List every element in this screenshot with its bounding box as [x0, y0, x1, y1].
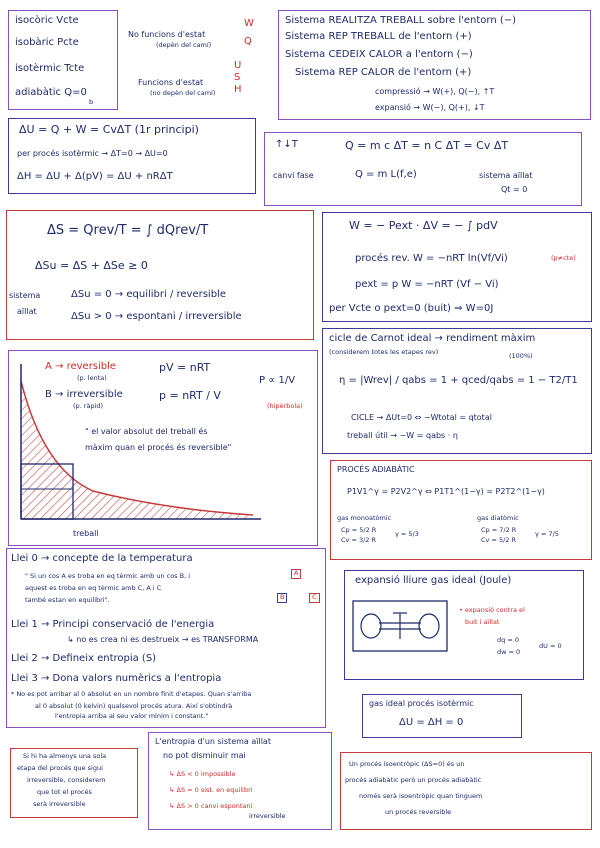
adiabatic-process-box	[330, 460, 592, 560]
spontaneous-condition: ΔSu > 0 → espontani / irreversible	[71, 311, 242, 322]
zeroth-law-quote-1: " Si un cos A es troba en eq tèrmic amb un cos B, i	[25, 572, 191, 580]
constant-pressure-work: pext = p W = −nRT (Vf − Vi)	[355, 279, 499, 290]
adiabatic-equation: P1V1^γ = P2V2^γ ⇔ P1T1^(1−γ) = P2T2^(1−γ)	[347, 487, 545, 496]
isobaric-text: isobàric Pcte	[15, 37, 79, 48]
third-law-note-3: l'entropia arriba al seu valor mínim i constant."	[55, 712, 209, 720]
entropy-integral: ΔS = Qrev/T = ∫ dQrev/T	[47, 223, 209, 238]
phase-change-label: canvi fase	[273, 171, 314, 180]
adiabatic-text: adiabàtic Q=0	[15, 87, 87, 98]
non-state-function-text: No funcions d'estat	[128, 30, 206, 39]
irreversible-note-4: que tot el procés	[37, 788, 92, 796]
system-receives-heat-text: Sistema REP CALOR de l'entorn (+)	[295, 67, 472, 78]
isentropic-note-3: només serà isoentròpic quan tinguem	[359, 792, 483, 800]
isothermal-text: isotèrmic Tcte	[15, 63, 85, 74]
irreversible-label: B → irreversible	[45, 389, 123, 400]
isentropic-note-1: Un procés isoentròpic (ΔS=0) és un	[349, 760, 465, 768]
system-releases-heat-text: Sistema CEDEIX CALOR a l'entorn (−)	[285, 49, 473, 60]
diatomic-cp: Cp = 7/2 R	[481, 526, 517, 534]
joule-expansion-box	[344, 570, 584, 680]
fast-process-note: (p. ràpid)	[73, 402, 104, 410]
third-law: Llei 3 → Dona valors numèrics a l'entropia	[11, 673, 222, 684]
work-equation-box	[322, 212, 592, 322]
carnot-cycle-box	[322, 328, 592, 454]
state-functions-note	[124, 12, 264, 108]
isentropic-note-box	[340, 752, 592, 830]
third-law-note-1: * No es pot arribar al 0 absolut en un nombre finit d'etapes. Quan s'arriba	[11, 690, 252, 698]
carnot-assumption: (considerem totes les etapes rev)	[329, 348, 439, 356]
reversible-label: A → reversible	[45, 361, 117, 372]
zeroth-law: Llei 0 → concepte de la temperatura	[11, 553, 193, 564]
pressure-equation: p = nRT / V	[159, 389, 221, 402]
entropy-definition-box	[6, 210, 314, 340]
isolated-system-label-2: aïllat	[17, 307, 37, 316]
enthalpy-symbol: H	[234, 84, 242, 95]
joule-expansion-title: expansió lliure gas ideal (Joule)	[355, 575, 512, 586]
heat-symbol: Q	[244, 36, 252, 47]
isothermal-ideal-gas-box	[362, 694, 522, 738]
isolated-entropy-box	[148, 732, 332, 830]
work-integral: W = − Pext · ΔV = − ∫ pdV	[349, 219, 498, 232]
total-heat-zero: Qt = 0	[501, 185, 528, 194]
body-a-box: A	[291, 569, 301, 579]
isothermal-energy-text: per procés isotèrmic → ΔT=0 → ΔU=0	[17, 149, 168, 158]
entropy-symbol: S	[234, 72, 241, 83]
zeroth-law-quote-3: també estan en equilibri".	[25, 596, 110, 604]
system-receives-work-text: Sistema REP TREBALL de l'entorn (+)	[285, 31, 472, 42]
irreversible-note-5: serà irreversible	[33, 800, 86, 808]
isolated-system-label-1: sistema	[9, 291, 41, 300]
latent-heat-equation: Q = m L(f,e)	[355, 169, 417, 180]
irreversible-note-2: etapa del procés que sigui	[17, 764, 103, 772]
joule-note-1: • expansió contra el	[459, 606, 525, 614]
state-function-note: (no depèn del camí)	[150, 89, 216, 97]
joule-apparatus	[351, 599, 451, 653]
work-label: treball	[73, 529, 99, 538]
irreversible-note-box	[10, 748, 138, 818]
compression-text: compressió → W(+), Q(−), ↑T	[375, 87, 495, 96]
cycle-energy-balance: CICLE → ΔUt=0 ⇔ −Wtotal = qtotal	[351, 413, 492, 422]
third-law-note-2: al 0 absolut (0 kelvin) qualsevol procés atura. Així s'obtindrà	[35, 702, 233, 710]
entropy-increase-note: irreversible	[249, 812, 286, 820]
ideal-gas-law: pV = nRT	[159, 361, 211, 374]
second-law: Llei 2 → Defineix entropia (S)	[11, 653, 157, 664]
first-principle-box	[8, 118, 256, 194]
carnot-efficiency-equation: η = |Wrev| / qabs = 1 + qced/qabs = 1 − T2/T1	[339, 375, 578, 386]
work-zero: dw = 0	[497, 648, 521, 656]
first-principle-equation: ΔU = Q + W = CvΔT (1r principi)	[19, 123, 199, 136]
carnot-efficiency-percent: (100%)	[509, 352, 533, 360]
body-c-box: C	[309, 593, 320, 603]
monatomic-cp: Cp = 5/2 R	[341, 526, 377, 534]
state-processes-box	[8, 10, 118, 110]
monatomic-cv: Cv = 3/2 R	[341, 536, 377, 544]
isentropic-note-4: un procés reversible	[385, 808, 452, 816]
adiabatic-subscript: b	[89, 98, 94, 106]
work-quote-line-1: " el valor absolut del treball és	[85, 427, 208, 436]
thermodynamics-laws-box	[6, 548, 326, 728]
zeroth-law-quote-2: aquest es troba en eq tèrmic amb C, A i C	[25, 584, 162, 592]
useful-work-equation: treball útil → −W = qabs · η	[347, 431, 458, 440]
isothermal-gas-equation: ΔU = ΔH = 0	[399, 717, 464, 728]
internal-energy-symbol: U	[234, 60, 242, 71]
state-function-text: Funcions d'estat	[138, 78, 204, 87]
reversible-work: procés rev. W = −nRT ln(Vf/Vi)	[355, 253, 508, 264]
irreversible-note-3: irreversible, considerem	[27, 776, 106, 784]
equilibrium-condition: ΔSu = 0 → equilibri / reversible	[71, 289, 226, 300]
sign-convention-box	[278, 10, 591, 120]
work-quote-line-2: màxim quan el procés és reversible"	[85, 443, 232, 452]
temperature-change-label: ↑↓T	[275, 139, 298, 150]
expansion-text: expansió → W(−), Q(+), ↓T	[375, 103, 485, 112]
isolated-system-label: sistema aïllat	[479, 171, 533, 180]
slow-process-note: (p. lenta)	[77, 374, 107, 382]
monatomic-gamma: γ = 5/3	[395, 530, 419, 538]
enthalpy-equation: ΔH = ΔU + Δ(pV) = ΔU + nRΔT	[17, 171, 173, 182]
heat-zero: dq = 0	[497, 636, 519, 644]
entropy-zero-case: ↳ ΔS = 0 sist. en equilibri	[169, 786, 253, 794]
joule-note-2: buit i aïllat	[465, 618, 500, 626]
monatomic-gas-label: gas monoatòmic	[337, 514, 392, 522]
entropy-decrease-case: ↳ ΔS < 0 impossible	[169, 770, 236, 778]
isolated-entropy-title-2: no pot disminuir mai	[163, 751, 246, 760]
zero-work-condition: per Vcte o pext=0 (buit) ⇒ W=0J	[329, 303, 494, 314]
heat-equation: Q = m c ΔT = n C ΔT = Cv ΔT	[345, 139, 509, 152]
work-symbol: W	[244, 18, 254, 29]
adiabatic-title: PROCÉS ADIABÀTIC	[337, 465, 415, 474]
entropy-increase-case: ↳ ΔS > 0 canvi espontani	[169, 802, 253, 810]
first-law-note: ↳ no es crea ni es destrueix → es TRANSFORMA	[67, 635, 259, 644]
heat-equation-box	[264, 132, 582, 206]
diatomic-gamma: γ = 7/5	[535, 530, 559, 538]
system-does-work-text: Sistema REALITZA TREBALL sobre l'entorn (−)	[285, 15, 517, 26]
isolated-entropy-title-1: L'entropia d'un sistema aïllat	[155, 737, 271, 746]
first-law: Llei 1 → Principi conservació de l'energia	[11, 619, 215, 630]
irreversible-note-1: Si hi ha almenys una sola	[23, 752, 107, 760]
diatomic-cv: Cv = 5/2 R	[481, 536, 517, 544]
isentropic-note-2: procés adiabàtic però un procés adiabàtic	[345, 776, 482, 784]
carnot-title: cicle de Carnot ideal → rendiment màxim	[329, 333, 536, 344]
pressure-proportionality: P ∝ 1/V	[259, 375, 296, 386]
universe-entropy-equation: ΔSu = ΔS + ΔSe ≥ 0	[35, 259, 148, 272]
non-state-function-note: (depèn del camí)	[156, 41, 212, 49]
energy-zero: dU = 0	[539, 642, 562, 650]
body-b-box: B	[277, 593, 287, 603]
isochoric-text: isocòric Vcte	[15, 15, 79, 26]
diatomic-gas-label: gas diatòmic	[477, 514, 519, 522]
hyperbola-note: (hipèrbola)	[267, 402, 303, 410]
pressure-not-constant: (p≠cte)	[551, 254, 576, 262]
isothermal-gas-title: gas ideal procés isotèrmic	[369, 699, 474, 708]
pv-diagram-box	[8, 350, 318, 546]
